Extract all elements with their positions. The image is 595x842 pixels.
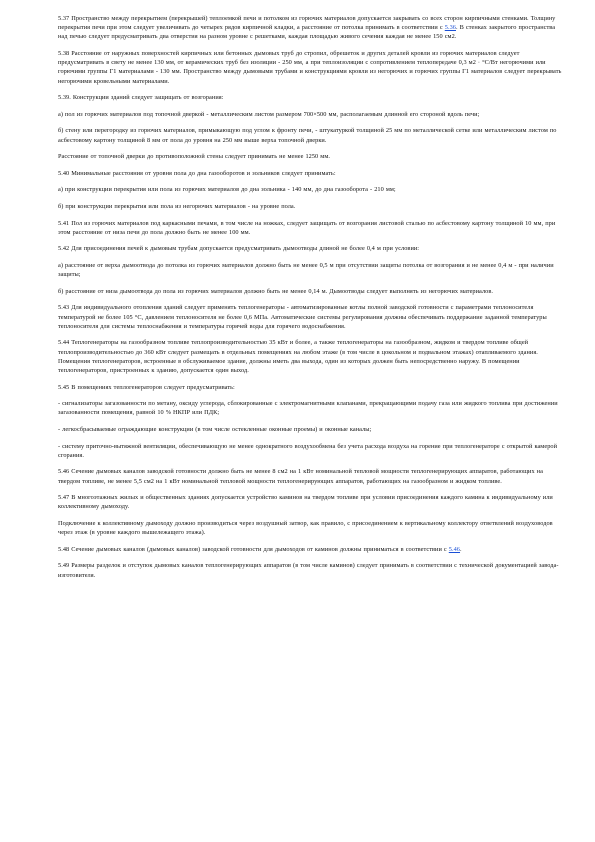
paragraph-5-47-note: Подключение к коллективному дымоходу должно производиться через воздушный затвор, как правило, с присоединением к вертикальному коллектору ответвлений воздуховодов через этаж (в уровне каждого вышележащего этажа). xyxy=(58,519,553,537)
paragraph-5-45-item-2: - легкосбрасываемые ограждающие конструкции (в том числе остекленные оконные проемы) и оконные каналы; xyxy=(58,425,372,433)
paragraph-5-37 xyxy=(58,14,564,42)
paragraph-5-38: 5.38 Расстояние от наружных поверхностей кирпичных или бетонных дымовых труб до стропил, обрешеток и других деталей кровли из горючих материалов следует предусматривать в свету не менее 130 мм, от керамических труб без изоляции - 250 мм, а при теплоизоляции с сопротивлением теплопередаче 0,3 м2 · °С/Вт негорючими или горючими группы Г1 материалами - 130 мм. Пространство между дымовыми трубами и конструкциями кровли из негорючих и горючих группы Г1 материалов следует перекрывать негорючими кровельными материалами. xyxy=(58,50,562,85)
paragraph-5-37-text-start: 5.37 Пространство между перекрытием (перекрышей) теплоемкой печи и потолком из горючих материалов допускается закрывать со всех сторон кирпичными стенками. Толщину перекрытия печи при этом следует увеличивать до четырех рядов кирпичной кладки, а расстояние от потолка принимать в соответствии с xyxy=(58,15,556,32)
paragraph-5-47: 5.47 В многоэтажных жилых и общественных зданиях допускается устройство каминов на твердом топливе при условии присоединения каждого камина к индивидуальному или коллективному дымоходу. xyxy=(58,494,553,511)
document-body xyxy=(58,14,564,587)
paragraph-5-44: 5.44 Теплогенераторы на газообразном топливе теплопроизводительностью 35 кВт и более, а также теплогенераторы на газообразном, жидком и твердом топливе общей теплопроизводительностью до 360 кВт следует размещать в отдельных помещениях на любом этаже (в том числе в цокольном и подвальном этажах) отапливаемого здания. Помещения теплогенераторов, встроенные в обслуживаемое здание, должны иметь два выхода, один из которых должен быть непосредственно наружу. В помещении теплогенераторов, пристроенных к зданию, допускается один выход. xyxy=(58,339,538,374)
paragraph-5-48-text-start: 5.48 Сечение дымовых каналов (дымовых каналов) заводской готовности для дымоходов от каминов должны приниматься в соответствии с xyxy=(58,545,449,553)
paragraph-5-46: 5.46 Сечение дымовых каналов заводской готовности должно быть не менее 8 см2 на 1 кВт номинальной тепловой мощности теплогенерирующих аппаратов, работающих на твердом топливе, не менее 5,5 см2 на 1 кВт номинальной тепловой мощности теплогенерирующих аппаратов, работающих на газообразном и жидком топливе. xyxy=(58,468,543,485)
paragraph-5-48-text-end: . xyxy=(460,545,462,553)
link-5-46[interactable]: 5.46 xyxy=(448,545,461,553)
paragraph-5-40-b: б) при конструкции перекрытия или пола из негорючих материалов - на уровне пола. xyxy=(58,202,296,210)
paragraph-5-40-a: а) при конструкции перекрытия или пола из горючих материалов до дна зольника - 140 мм, до дна газооборота - 210 мм; xyxy=(58,186,396,194)
paragraph-5-45-item-3: - систему приточно-вытяжной вентиляции, обеспечивающую не менее однократного воздухообмена без учета расхода воздуха на горение при теплогенераторе с открытой камерой сгорания. xyxy=(58,442,558,459)
paragraph-5-43: 5.43 Для индивидуального отопления зданий следует применять теплогенераторы - автоматизированные котлы полной заводской готовности с параметрами теплоносителя температурой не более 105 °С, давлением теплоносителя не более 0,6 МПа. Автоматические системы регулирования должны обеспечивать поддержание заданной температуры теплоносителя для системы теплоснабжения и температуры горячей воды для горячего водоснабжения. xyxy=(58,304,547,330)
paragraph-5-37-text-end: . В стенках закрытого пространства над печью следует предусматривать два отверстия на разном уровне с решетками, каждая площадью живого сечения каждая не менее 150 см2. xyxy=(58,24,556,41)
paragraph-5-42-b: б) расстояние от низа дымоотвода до пола из горючих материалов должно быть не менее 0,14 м. Дымоотводы следует выполнять из негорючих материалов. xyxy=(58,287,493,295)
paragraph-5-39-a: а) пол из горючих материалов под топочной дверкой - металлическим листом размером 700×500 мм, располагаемым длинной его стороной вдоль печи; xyxy=(58,110,480,118)
paragraph-5-42-a: а) расстояние от верха дымоотвода до потолка из горючих материалов должно быть не менее 0,5 м при отсутствии защиты потолка от возгорания и не менее 0,4 м - при наличии защиты; xyxy=(58,261,554,279)
paragraph-5-49: 5.49 Размеры разделок и отступок дымовых каналов теплогенерирующих аппаратов (в том числе каминов) следует принимать в соответствии с технической документацией завода-изготовителя. xyxy=(58,562,559,579)
paragraph-5-39-distance: Расстояние от топочной дверки до противоположной стены следует принимать не менее 1250 мм. xyxy=(58,153,330,161)
paragraph-5-39-intro: 5.39. Конструкции зданий следует защищать от возгорания: xyxy=(58,94,224,102)
paragraph-5-45-item-1: - сигнализаторы загазованности по метану, оксиду углерода, сблокированные с электромагнитными клапанами, прекращающими подачу газа или жидкого топлива при достижении загазованности помещения, равной 10 % НКПР или ПДК; xyxy=(58,400,558,417)
paragraph-5-48 xyxy=(58,545,564,554)
paragraph-5-40-intro: 5.40 Минимальные расстояния от уровня пола до дна газооборотов и зольников следует принимать: xyxy=(58,169,336,177)
paragraph-5-41: 5.41 Пол из горючих материалов под каркасными печами, в том числе на ножках, следует защищать от возгорания листовой сталью по асбестовому картону толщиной 10 мм, при этом расстояние от низа печи до пола должно быть не менее 100 мм. xyxy=(58,219,556,236)
link-5-36[interactable]: 5.36 xyxy=(444,24,456,32)
paragraph-5-39-b: б) стену или перегородку из горючих материалов, примыкающую под углом к фронту печи, - штукатуркой толщиной 25 мм по металлической сетке или металлическим листом по асбестовому картону толщиной 8 мм от пола до уровня на 250 мм выше верха топочной дверки. xyxy=(58,127,557,144)
paragraph-5-42-intro: 5.42 Для присоединения печей к дымовым трубам допускается предусматривать дымоотводы длиной не более 0,4 м при условии: xyxy=(58,245,420,253)
paragraph-5-45-intro: 5.45 В помещениях теплогенераторов следует предусматривать: xyxy=(58,383,235,391)
